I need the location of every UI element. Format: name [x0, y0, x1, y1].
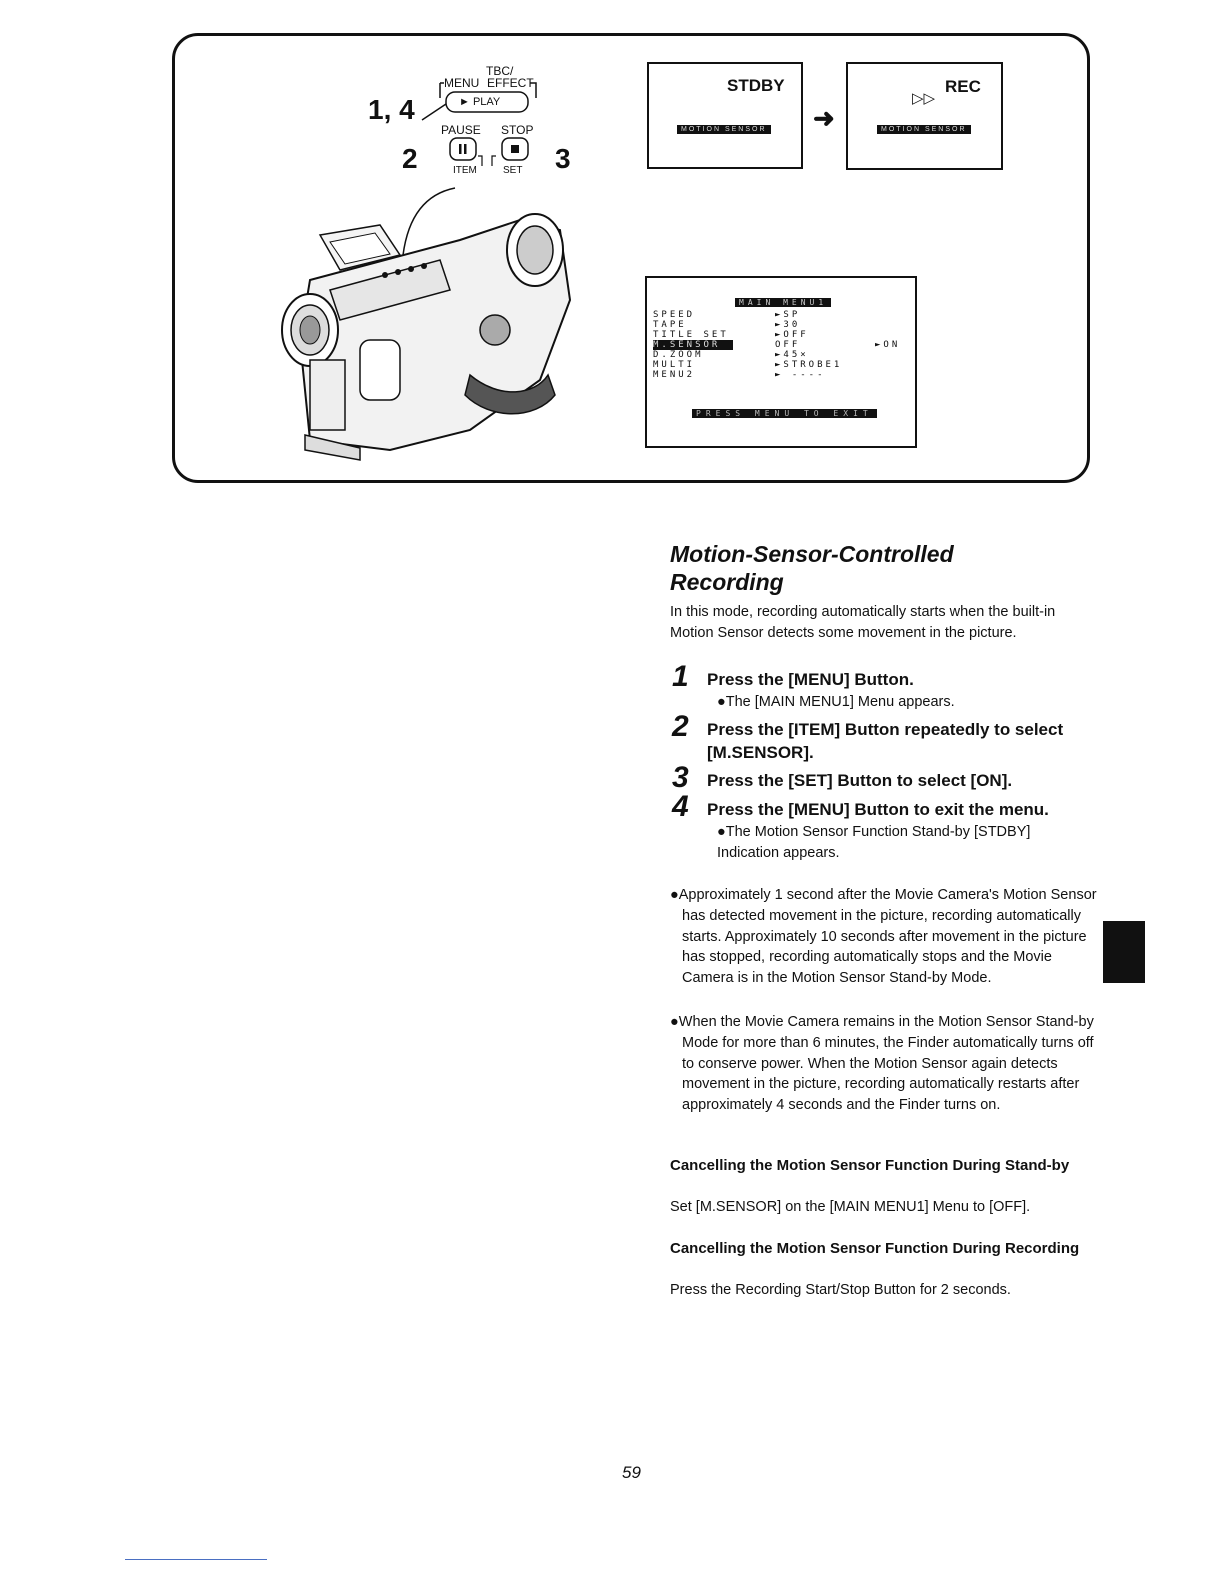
set-label: SET [503, 165, 523, 176]
callout-1-4-leader [420, 100, 450, 125]
rec-motion-sensor-bar: MOTION SENSOR [877, 125, 971, 134]
arrow-icon: ➜ [813, 103, 835, 133]
callout-1-4: 1, 4 [368, 94, 415, 125]
effect-label: EFFECT [487, 76, 534, 90]
main-menu-header: MAIN MENU1 [735, 298, 831, 307]
callout-3: 3 [555, 143, 571, 174]
rec-title: REC [945, 77, 981, 96]
item-label: ITEM [453, 165, 477, 176]
rec-screen [846, 62, 1003, 170]
callout-2: 2 [402, 143, 418, 174]
footer-rule [125, 1559, 267, 1560]
main-menu-screen [645, 276, 917, 448]
camcorder-illustration [270, 180, 580, 470]
cancel-recording-heading: Cancelling the Motion Sensor Function During Recording [670, 1240, 1080, 1257]
fast-forward-icon: ▷▷ [912, 90, 936, 107]
menu-row-tape: TAPE ►30 [653, 320, 801, 330]
page-title: Motion-Sensor-Controlled Recording [670, 541, 954, 595]
menu-row-menu2: MENU2 ► ---- [653, 370, 826, 380]
pause-label: PAUSE [441, 123, 481, 137]
tbc-label: TBC/ [486, 64, 514, 78]
menu-row-speed: SPEED ►SP [653, 310, 801, 320]
bullet-finder-off: ●When the Movie Camera remains in the Motion Sensor Stand-by Mode for more than 6 minutes, the Finder automatically turns off to conserve power. When the Motion Sensor again detects movement in the picture, recording automatically restarts after approximately 4 seconds and the Finder turns on. [670, 1014, 1094, 1114]
bullet-auto-start: ●Approximately 1 second after the Movie Camera's Motion Sensor has detected movement in the picture, recording automatically starts. Approximately 10 seconds after movement in the picture has stopped, recording automatically stops and the Movie Camera is in the Motion Sensor Stand-by Mode. [670, 887, 1097, 987]
section-tab-marker [1103, 921, 1145, 983]
stdby-title: STDBY [727, 76, 785, 95]
intro-paragraph: In this mode, recording automatically starts when the built-in Motion Sensor detects some movement in the picture. [670, 604, 1056, 641]
cancel-recording-body: Press the Recording Start/Stop Button for 2 seconds. [670, 1282, 1011, 1298]
play-button[interactable]: ► PLAY [459, 96, 501, 108]
page-number: 59 [622, 1463, 641, 1482]
stop-label: STOP [501, 123, 534, 137]
menu-row-d-zoom: D.ZOOM ►45× [653, 350, 809, 360]
cancel-standby-body: Set [M.SENSOR] on the [MAIN MENU1] Menu to [OFF]. [670, 1199, 1031, 1215]
menu-row-m-sensor: M.SENSOR OFF ►ON [653, 340, 901, 350]
menu-label: MENU [444, 76, 480, 90]
menu-row-multi: MULTI ►STROBE1 [653, 360, 843, 370]
stdby-screen [647, 62, 803, 169]
menu-row-title-set: TITLE SET ►OFF [653, 330, 809, 340]
menu-exit-prompt: PRESS MENU TO EXIT [692, 409, 877, 418]
cancel-standby-heading: Cancelling the Motion Sensor Function During Stand-by [670, 1157, 1070, 1174]
stdby-motion-sensor-bar: MOTION SENSOR [677, 125, 771, 134]
pause-button[interactable] [450, 138, 476, 160]
